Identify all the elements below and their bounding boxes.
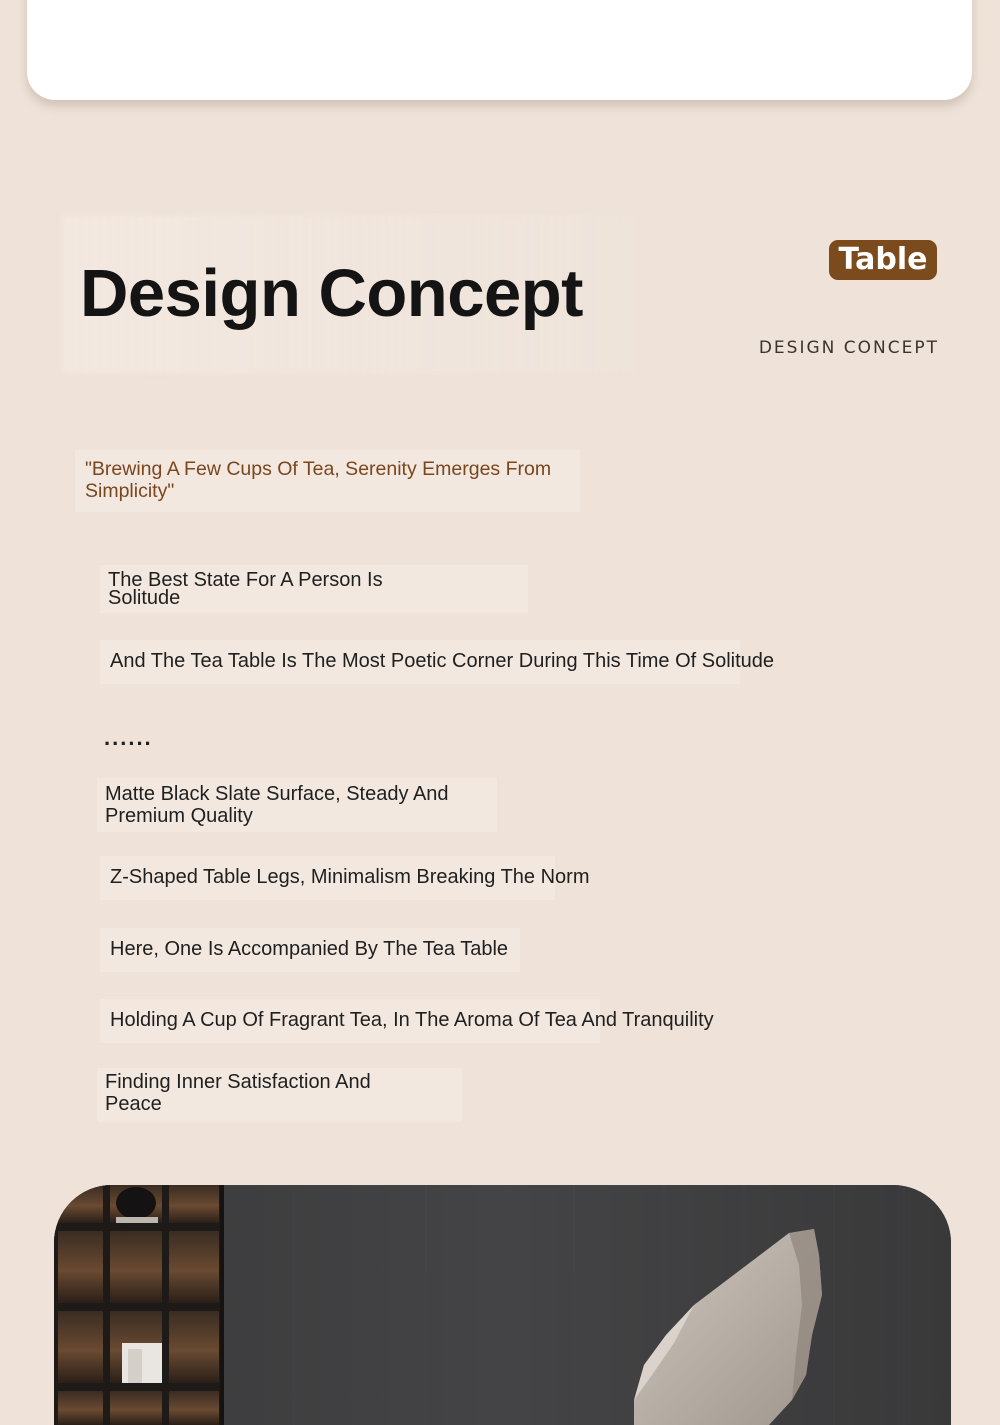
quote-text: "Brewing A Few Cups Of Tea, Serenity Emerges From Simplicity" [85, 458, 552, 502]
text-line: Holding A Cup Of Fragrant Tea, In The Aroma Of Tea And Tranquility [110, 1009, 714, 1031]
text-line: Matte Black Slate Surface, Steady And Premium Quality [105, 783, 449, 827]
product-photo [54, 1185, 951, 1425]
text-line: Here, One Is Accompanied By The Tea Table [110, 938, 509, 960]
text-line: And The Tea Table Is The Most Poetic Corner During This Time Of Solitude [110, 650, 775, 672]
text-line: The Best State For A Person Is Solitude [108, 569, 383, 609]
text-line: Finding Inner Satisfaction And Peace [105, 1071, 371, 1115]
ellipsis: ...... [104, 725, 153, 750]
text-line: Z-Shaped Table Legs, Minimalism Breaking The Norm [110, 866, 590, 888]
category-badge: Table [829, 240, 937, 280]
section-subtitle: DESIGN CONCEPT [758, 338, 939, 358]
page-title: Design Concept [80, 256, 583, 331]
top-card [27, 0, 972, 100]
